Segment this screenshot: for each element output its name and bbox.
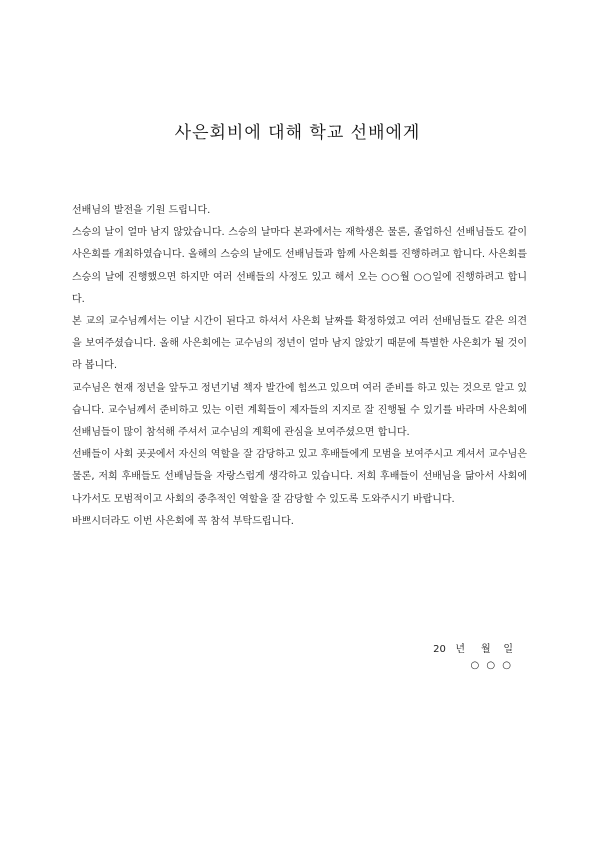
date-line: 20 년 월 일	[433, 644, 513, 655]
letter-body	[72, 200, 527, 533]
signer-name: ○ ○ ○	[470, 660, 513, 671]
paragraph-event-schedule: 스승의 날이 얼마 남지 않았습니다. 스승의 날마다 본과에서는 재학생은 물론, 졸업하신 선배님들도 같이 사은회를 개최하였습니다. 올해의 스승의 날에도 선배님들과 함께 사은회를 진행하려고 합니다. 사은회를 스승의 날에 진행했으면 하지만 여러 선배들의 사정도 있고 해서 오는 ○○월 ○○일에 진행하려고 합니다.	[72, 227, 527, 305]
paragraph-seniors-role: 선배들이 사회 곳곳에서 자신의 역할을 잘 감당하고 있고 후배들에게 모범을 보여주시고 계셔서 교수님은 물론, 저희 후배들도 선배님들을 자랑스럽게 생각하고 있습니다. 저희 후배들이 선배님을 닮아서 사회에 나가서도 모범적이고 사회의 중추적인 역할을 잘 감당할 수 있도록 도와주시기 바랍니다.	[72, 449, 527, 505]
document-title: 사은회비에 대해 학교 선배에게	[174, 123, 421, 143]
paragraph-professor-plans: 교수님은 현재 정년을 앞두고 정년기념 책자 발간에 힘쓰고 있으며 여러 준비를 하고 있는 것으로 알고 있습니다. 교수님께서 준비하고 있는 이런 계획들이 제자들의 지지로 잘 진행될 수 있기를 바라며 사은회에 선배님들이 많이 참석해 주셔서 교수님의 계획에 관심을 보여주셨으면 합니다.	[72, 382, 527, 439]
paragraph-professor-retirement: 본 교의 교수님께서는 이날 시간이 된다고 하셔서 사은회 날짜를 확정하였고 여러 선배님들도 같은 의견을 보여주셨습니다. 올해 사은회에는 교수님의 정년이 얼마 남지 않았기 때문에 특별한 사은회가 될 것이라 봅니다.	[72, 316, 527, 372]
paragraph-closing-request: 바쁘시더라도 이번 사은회에 꼭 참석 부탁드립니다.	[72, 515, 294, 527]
paragraph-greeting: 선배님의 발전을 기원 드립니다.	[72, 205, 211, 216]
